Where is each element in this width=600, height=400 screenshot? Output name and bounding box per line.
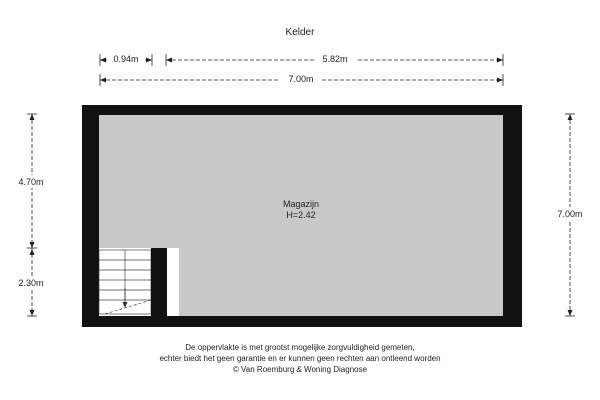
- dimension-label: 5.82m: [322, 54, 348, 64]
- disclaimer-line: echter biedt het geen garantie en er kunnen geen rechten aan ontleend worden: [159, 354, 441, 363]
- dimension-top-total: [100, 73, 503, 86]
- dimension-top-right: [166, 53, 503, 66]
- dimension-right-total: [548, 114, 592, 316]
- dimension-label: 4.70m: [18, 177, 44, 187]
- plan-title: Kelder: [285, 27, 315, 38]
- dimension-left-upper: [10, 114, 52, 248]
- dimension-top-left: [100, 53, 152, 66]
- room-height: H=2.42: [286, 210, 316, 220]
- dimension-label: 7.00m: [557, 209, 583, 219]
- stair-partition-wall: [151, 248, 167, 316]
- dimension-left-lower: [10, 248, 52, 316]
- disclaimer-line: De oppervlakte is met grootst mogelijke zorgvuldigheid gemeten,: [185, 343, 415, 352]
- stair-partition-gap: [167, 248, 179, 316]
- dimension-label: 7.00m: [288, 74, 314, 84]
- dimension-label: 2.30m: [18, 278, 44, 288]
- room-name: Magazijn: [282, 199, 320, 209]
- disclaimer: [0, 342, 600, 375]
- dimension-label: 0.94m: [113, 54, 139, 64]
- copyright-line: © Van Roemburg & Woning Diagnose: [232, 365, 368, 374]
